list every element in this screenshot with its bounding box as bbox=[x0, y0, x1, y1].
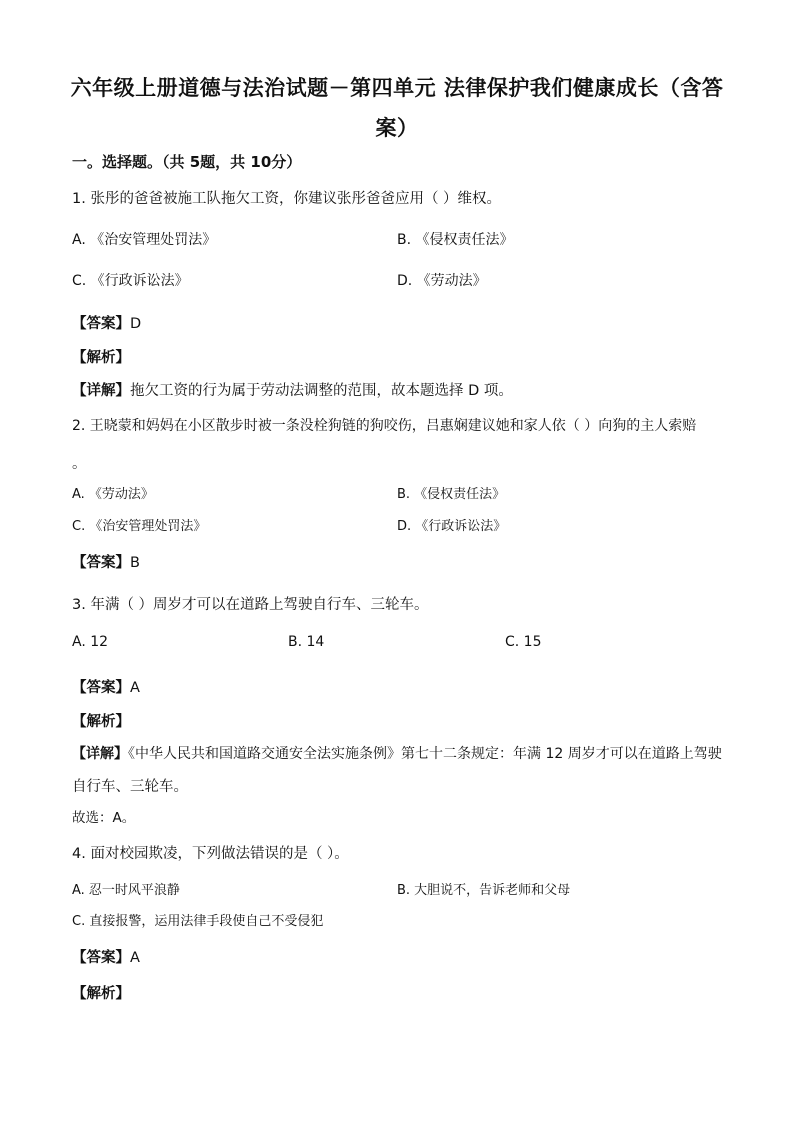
question-1-option-d: D. 《劳动法》 bbox=[397, 273, 487, 289]
question-3-stem: 3. 年满（ ）周岁才可以在道路上驾驶自行车、三轮车。 bbox=[72, 597, 429, 613]
detail-tag: 【详解】 bbox=[72, 383, 130, 399]
question-3-option-c: C. 15 bbox=[505, 634, 542, 650]
question-2-option-b: B. 《侵权责任法》 bbox=[397, 487, 506, 502]
question-1-detail bbox=[72, 379, 513, 400]
answer-tag: 【答案】 bbox=[72, 680, 130, 696]
answer-tag: 【答案】 bbox=[72, 950, 130, 966]
answer-value: A bbox=[130, 950, 140, 966]
question-3-detail-continued: 自行车、三轮车。 bbox=[72, 779, 188, 795]
answer-value: D bbox=[130, 316, 142, 332]
question-3-option-b: B. 14 bbox=[288, 634, 325, 650]
section-heading: 一。选择题。（共 5题，共 10分） bbox=[72, 153, 302, 171]
question-3-option-a: A. 12 bbox=[72, 634, 109, 650]
answer-value: B bbox=[130, 555, 140, 571]
question-1-option-b: B. 《侵权责任法》 bbox=[397, 232, 514, 248]
question-2-option-c: C. 《治安管理处罚法》 bbox=[72, 519, 207, 534]
detail-text: 拖欠工资的行为属于劳动法调整的范围，故本题选择 D 项。 bbox=[130, 383, 513, 399]
answer-tag: 【答案】 bbox=[72, 555, 130, 571]
question-1-option-c: C. 《行政诉讼法》 bbox=[72, 273, 189, 289]
question-3-choice: 故选：A。 bbox=[72, 810, 136, 826]
question-3-detail bbox=[72, 743, 722, 763]
question-2-stem-continued: 。 bbox=[72, 456, 87, 472]
document-title-line-1: 六年级上册道德与法治试题－第四单元 法律保护我们健康成长（含答 bbox=[70, 75, 724, 100]
question-1-analysis-tag: 【解析】 bbox=[72, 350, 130, 366]
question-4-option-c: C. 直接报警，运用法律手段使自己不受侵犯 bbox=[72, 914, 324, 929]
question-4-option-b: B. 大胆说不，告诉老师和父母 bbox=[397, 883, 571, 898]
question-4-option-a: A. 忍一时风平浪静 bbox=[72, 883, 180, 898]
question-2-answer bbox=[72, 551, 140, 572]
question-2-option-d: D. 《行政诉讼法》 bbox=[397, 519, 507, 534]
question-2-stem: 2. 王晓蒙和妈妈在小区散步时被一条没栓狗链的狗咬伤，吕惠娴建议她和家人依（ ）向狗的主人索赔 bbox=[72, 418, 697, 434]
question-1-stem: 1. 张彤的爸爸被施工队拖欠工资，你建议张彤爸爸应用（ ）维权。 bbox=[72, 191, 502, 207]
question-3-answer bbox=[72, 676, 140, 697]
question-4-analysis-tag: 【解析】 bbox=[72, 986, 130, 1002]
question-2-option-a: A. 《劳动法》 bbox=[72, 487, 154, 502]
question-1-option-a: A. 《治安管理处罚法》 bbox=[72, 232, 217, 248]
answer-tag: 【答案】 bbox=[72, 316, 130, 332]
document-title-line-2: 案） bbox=[375, 115, 419, 140]
detail-text: 《中华人民共和国道路交通安全法实施条例》第七十二条规定：年满 12 周岁才可以在道路上驾驶 bbox=[128, 746, 722, 762]
question-1-answer bbox=[72, 312, 141, 333]
detail-tag: 【详解】 bbox=[72, 746, 128, 762]
question-4-stem: 4. 面对校园欺凌，下列做法错误的是（ ）。 bbox=[72, 846, 349, 862]
question-4-answer bbox=[72, 946, 140, 967]
answer-value: A bbox=[130, 680, 140, 696]
question-3-analysis-tag: 【解析】 bbox=[72, 714, 130, 730]
